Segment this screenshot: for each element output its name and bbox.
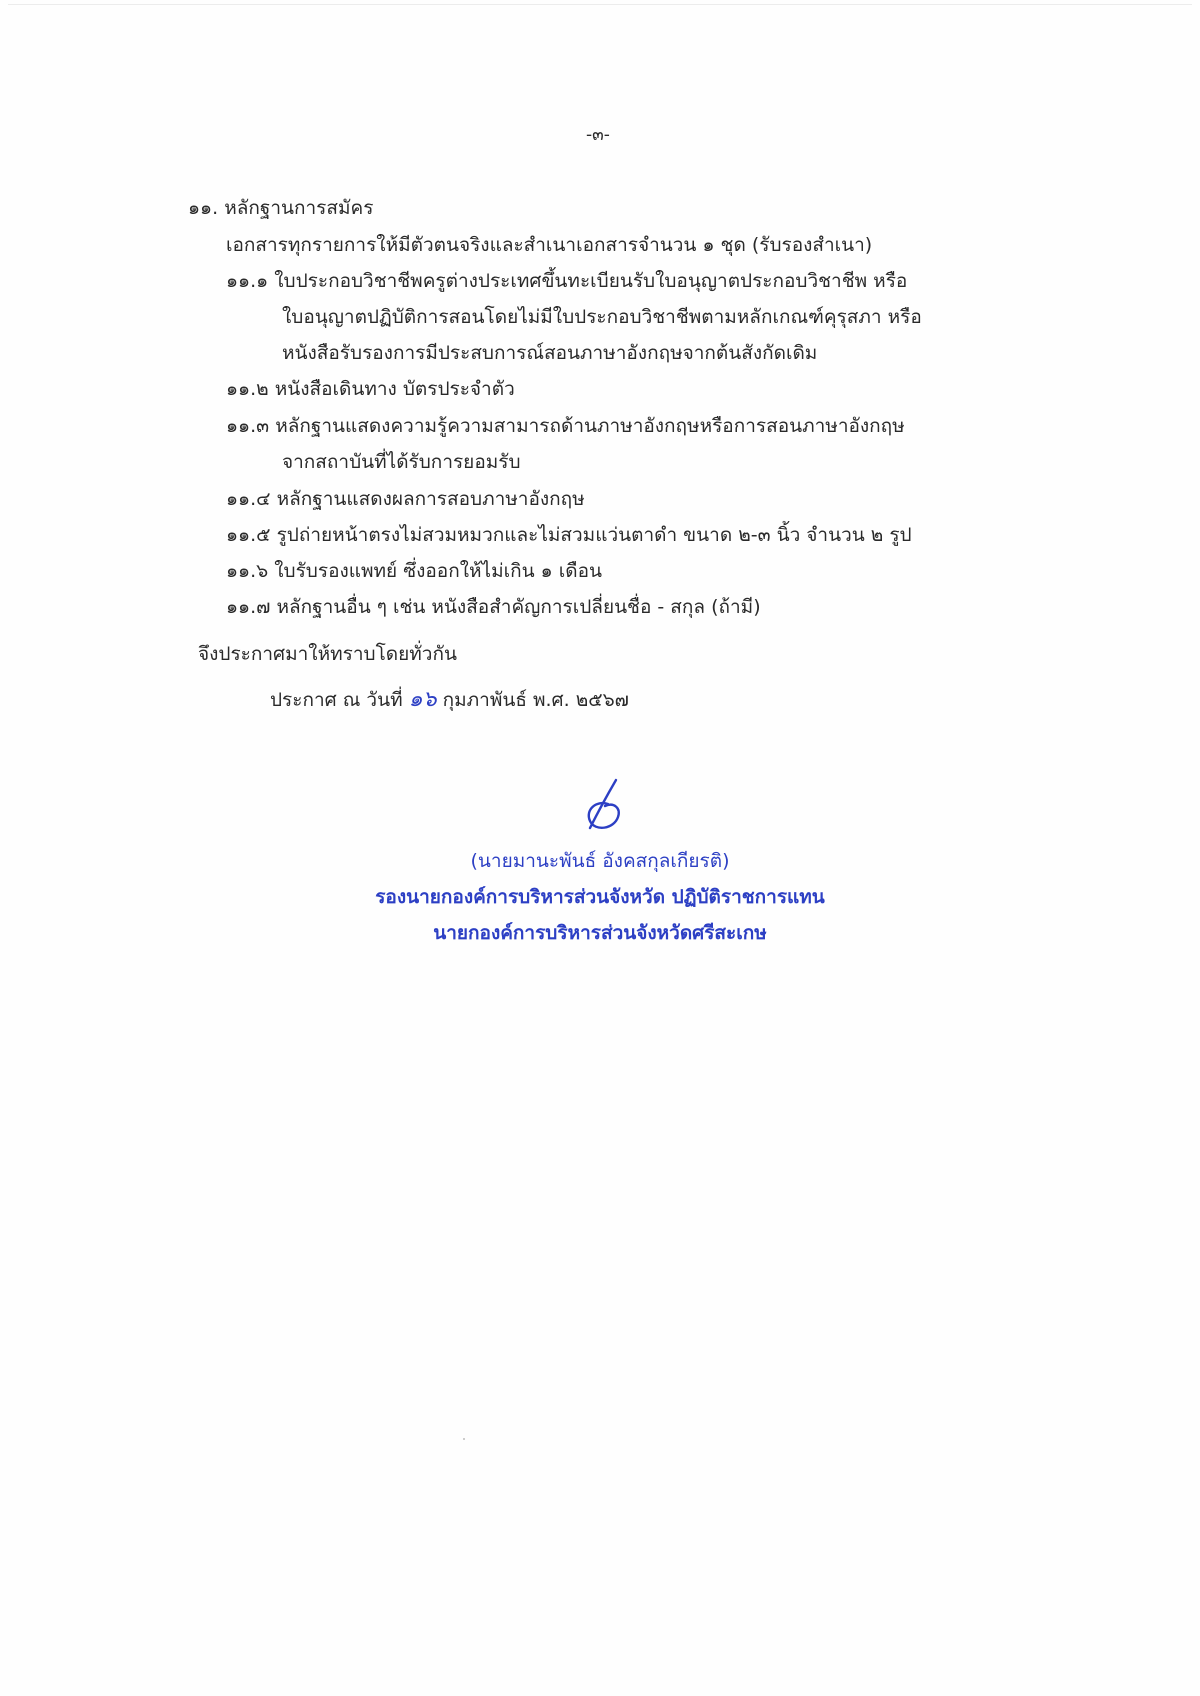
signatory-name: (นายมานะพันธ์ อังคสกุลเกียรติ) xyxy=(470,850,730,872)
list-item-11-1: ๑๑.๑ ใบประกอบวิชาชีพครูต่างประเทศขึ้นทะเบียนรับใบอนุญาตประกอบวิชาชีพ หรือ xyxy=(226,270,908,292)
section-heading: ๑๑. หลักฐานการสมัคร xyxy=(188,197,374,219)
list-item-11-5: ๑๑.๕ รูปถ่ายหน้าตรงไม่สวมหมวกและไม่สวมแว่นตาดำ ขนาด ๒-๓ นิ้ว จำนวน ๒ รูป xyxy=(226,524,912,546)
list-item-11-6: ๑๑.๖ ใบรับรองแพทย์ ซึ่งออกให้ไม่เกิน ๑ เดือน xyxy=(226,560,602,582)
list-item-11-4: ๑๑.๔ หลักฐานแสดงผลการสอบภาษาอังกฤษ xyxy=(226,488,585,510)
date-prefix: ประกาศ ณ วันที่ xyxy=(270,689,403,711)
list-item-11-1-continuation: ใบอนุญาตปฏิบัติการสอนโดยไม่มีใบประกอบวิชาชีพตามหลักเกณฑ์คุรุสภา หรือ xyxy=(282,306,922,328)
list-item-11-7: ๑๑.๗ หลักฐานอื่น ๆ เช่น หนังสือสำคัญการเปลี่ยนชื่อ - สกุล (ถ้ามี) xyxy=(226,596,761,618)
announcement-date xyxy=(270,687,629,713)
list-item-11-1-continuation: หนังสือรับรองการมีประสบการณ์สอนภาษาอังกฤษจากต้นสังกัดเดิม xyxy=(282,342,818,364)
date-suffix: กุมภาพันธ์ พ.ศ. ๒๕๖๗ xyxy=(442,689,629,711)
list-item-11-3: ๑๑.๓ หลักฐานแสดงความรู้ความสามารถด้านภาษาอังกฤษหรือการสอนภาษาอังกฤษ xyxy=(226,415,905,437)
closing-statement: จึงประกาศมาให้ทราบโดยทั่วกัน xyxy=(198,643,457,665)
signatory-organization: นายกองค์การบริหารส่วนจังหวัดศรีสะเกษ xyxy=(433,922,767,944)
list-item-11-2: ๑๑.๒ หนังสือเดินทาง บัตรประจำตัว xyxy=(226,378,515,400)
handwritten-day: ๑๖ xyxy=(408,687,437,712)
section-intro: เอกสารทุกรายการให้มีตัวตนจริงและสำเนาเอกสารจำนวน ๑ ชุด (รับรองสำเนา) xyxy=(226,234,873,256)
signature-mark xyxy=(578,776,632,834)
scan-speck xyxy=(463,1438,465,1440)
list-item-11-3-continuation: จากสถาบันที่ได้รับการยอมรับ xyxy=(282,451,521,473)
page-number: -๓- xyxy=(586,125,610,145)
page-edge-line xyxy=(8,4,1192,5)
signatory-title: รองนายกองค์การบริหารส่วนจังหวัด ปฏิบัติราชการแทน xyxy=(375,886,825,908)
